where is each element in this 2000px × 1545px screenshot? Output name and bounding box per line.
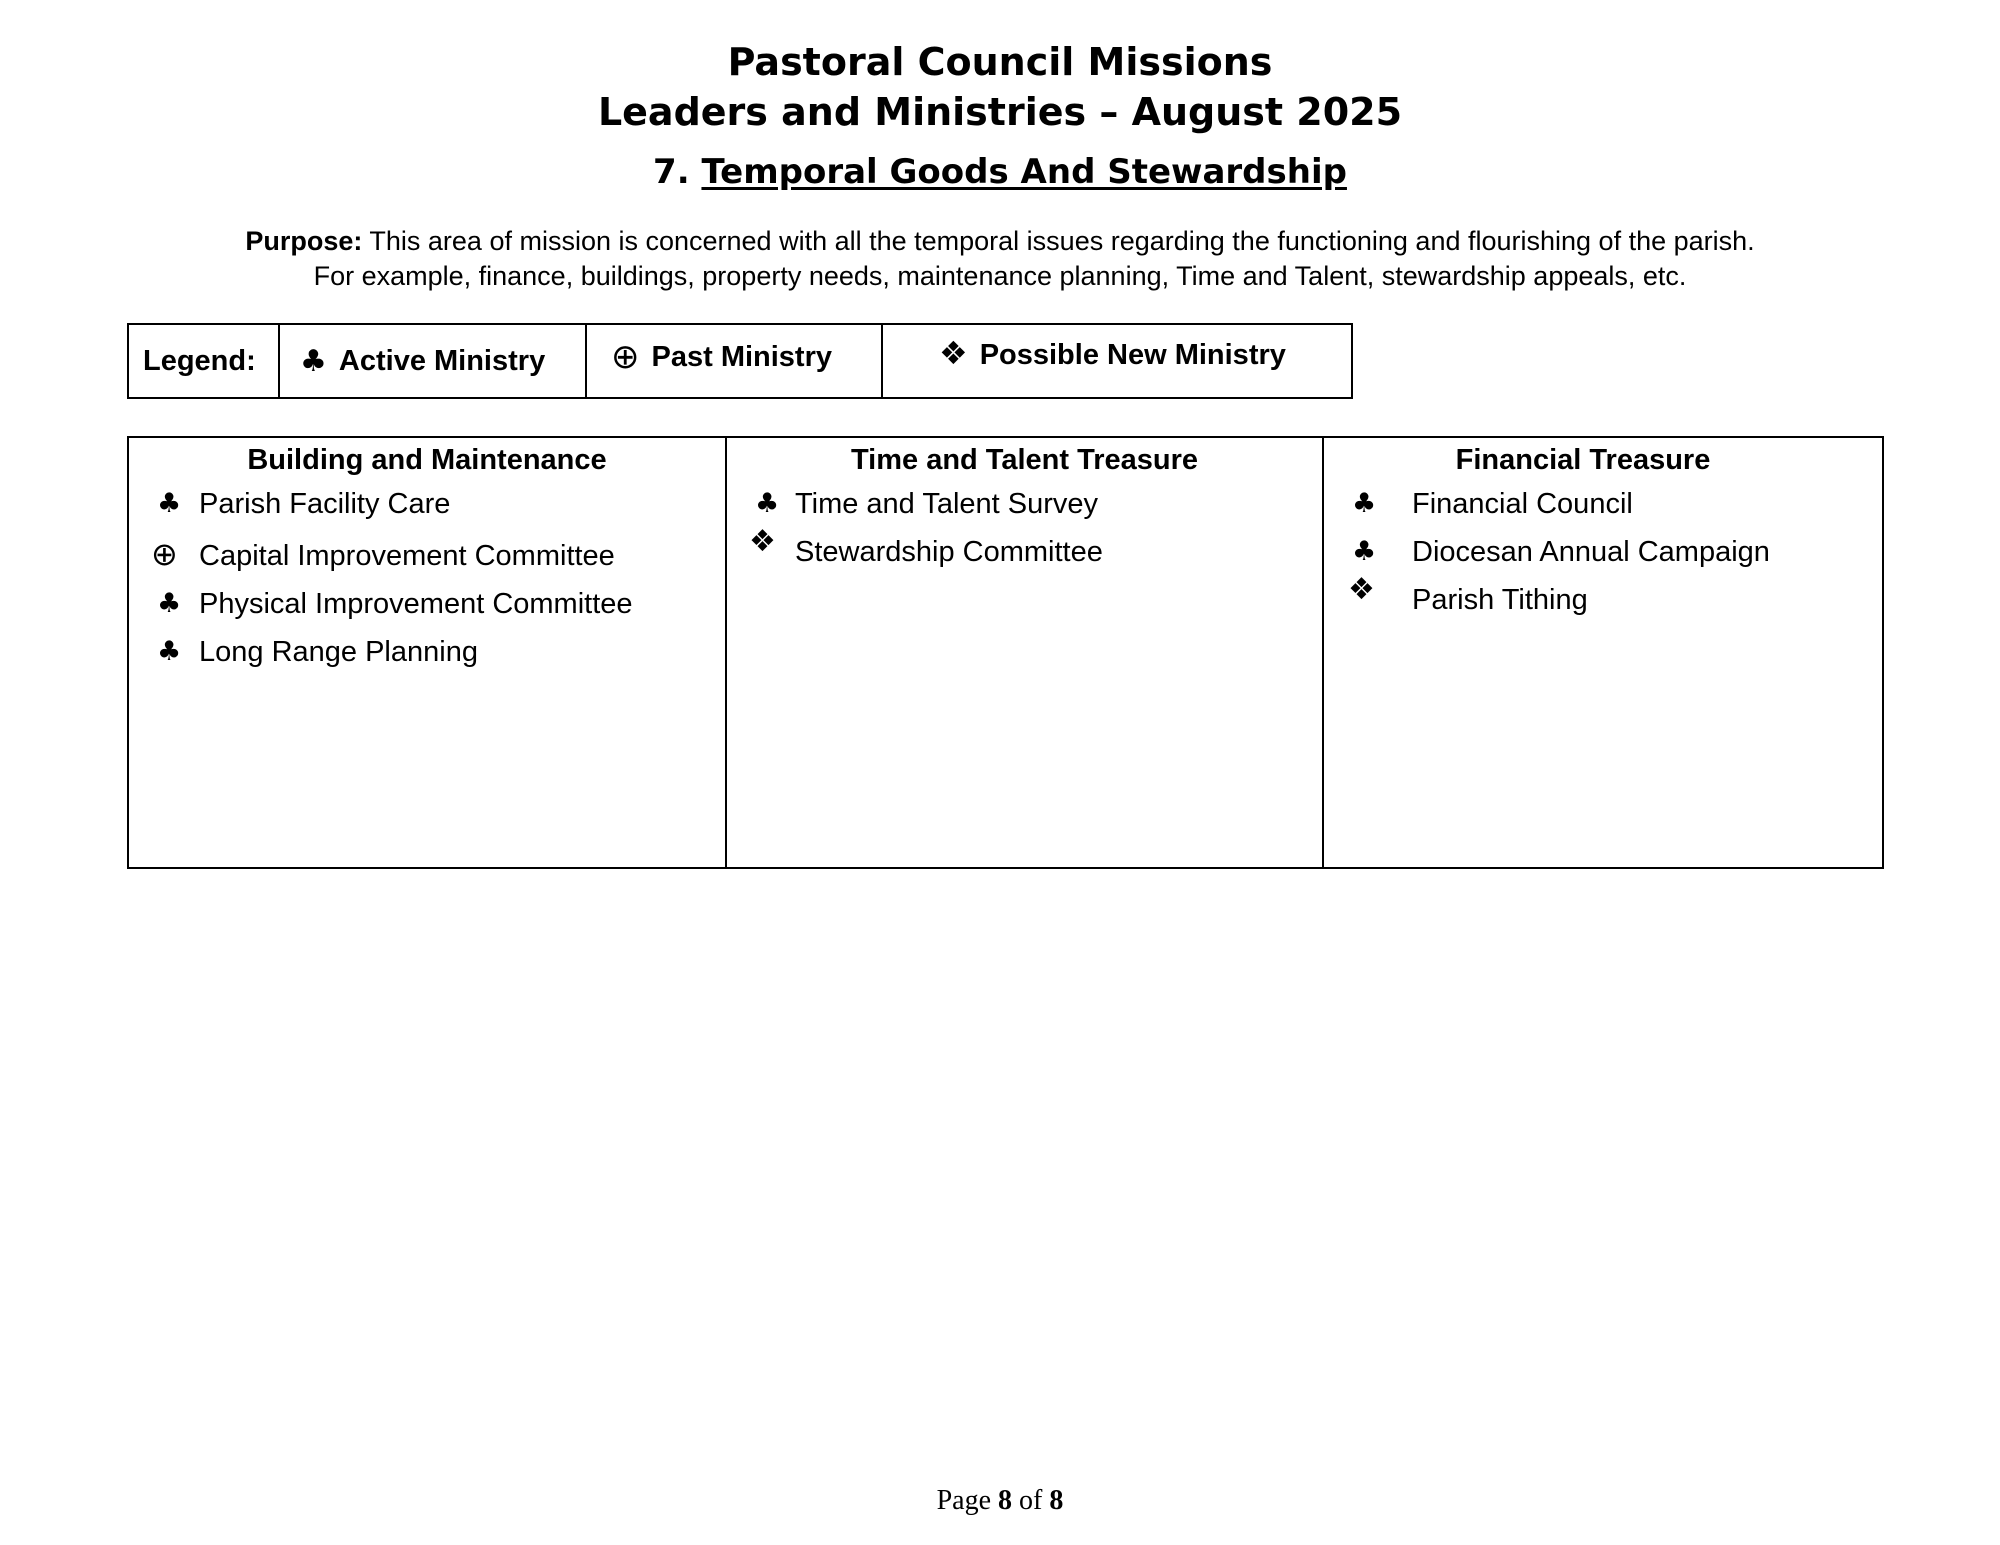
list-item-label: Stewardship Committee xyxy=(795,536,1103,568)
club-icon: ♣ xyxy=(157,636,182,667)
page-word: Page xyxy=(936,1485,992,1516)
purpose-line-2: For example, finance, buildings, property needs, maintenance planning, Time and Talent, stewardship appeals, etc. xyxy=(313,261,1687,291)
diamond-cluster-icon: ❖ xyxy=(939,334,968,372)
column-heading: Time and Talent Treasure xyxy=(850,444,1199,476)
of-word: of xyxy=(1019,1485,1043,1516)
circled-plus-icon: ⊕ xyxy=(611,337,640,377)
column-heading: Financial Treasure xyxy=(1455,444,1711,476)
ministries-table xyxy=(127,436,1884,869)
column-financial-treasure xyxy=(1324,438,1882,867)
list-item-label: Physical Improvement Committee xyxy=(199,588,633,620)
list-item-label: Financial Council xyxy=(1412,488,1633,520)
purpose-line-1 xyxy=(0,224,2000,259)
club-icon: ♣ xyxy=(157,488,182,519)
page-number: 8 xyxy=(998,1485,1013,1516)
document-title: Pastoral Council Missions xyxy=(727,40,1273,84)
column-time-talent xyxy=(727,438,1324,867)
purpose-label: Purpose: xyxy=(245,226,363,256)
legend-new xyxy=(883,325,1351,397)
column-heading: Building and Maintenance xyxy=(247,444,607,476)
page-total: 8 xyxy=(1049,1485,1064,1516)
section-heading xyxy=(0,150,2000,194)
list-item-label: Long Range Planning xyxy=(199,636,478,668)
column-building-maintenance xyxy=(129,438,727,867)
purpose-paragraph xyxy=(0,224,2000,294)
club-icon: ♣ xyxy=(1352,536,1377,567)
list-item-label: Parish Facility Care xyxy=(199,488,451,520)
legend-active-label: Active Ministry xyxy=(338,344,546,377)
document-subtitle: Leaders and Ministries – August 2025 xyxy=(597,90,1403,134)
legend-label: Legend: xyxy=(129,325,280,397)
legend-new-label: Possible New Ministry xyxy=(979,339,1286,371)
purpose-text-1: This area of mission is concerned with all the temporal issues regarding the functioning and flourishing of the parish. xyxy=(369,226,1755,256)
club-icon: ♣ xyxy=(1352,488,1377,519)
page-footer xyxy=(0,1484,2000,1518)
club-icon: ♣ xyxy=(157,588,182,619)
club-icon: ♣ xyxy=(755,488,780,519)
list-item-label: Diocesan Annual Campaign xyxy=(1412,536,1770,568)
diamond-cluster-icon: ❖ xyxy=(1348,572,1375,607)
legend-active xyxy=(280,325,587,397)
diamond-cluster-icon: ❖ xyxy=(749,524,776,559)
legend-past xyxy=(587,325,883,397)
list-item-label: Parish Tithing xyxy=(1412,584,1588,616)
list-item-label: Time and Talent Survey xyxy=(795,488,1099,520)
legend-past-label: Past Ministry xyxy=(651,341,832,373)
legend-box xyxy=(127,323,1353,399)
circled-plus-icon: ⊕ xyxy=(151,535,178,573)
section-number: 7. xyxy=(653,152,690,192)
section-name: Temporal Goods And Stewardship xyxy=(701,152,1347,192)
list-item-label: Capital Improvement Committee xyxy=(199,540,615,572)
club-icon: ♣ xyxy=(300,343,327,379)
